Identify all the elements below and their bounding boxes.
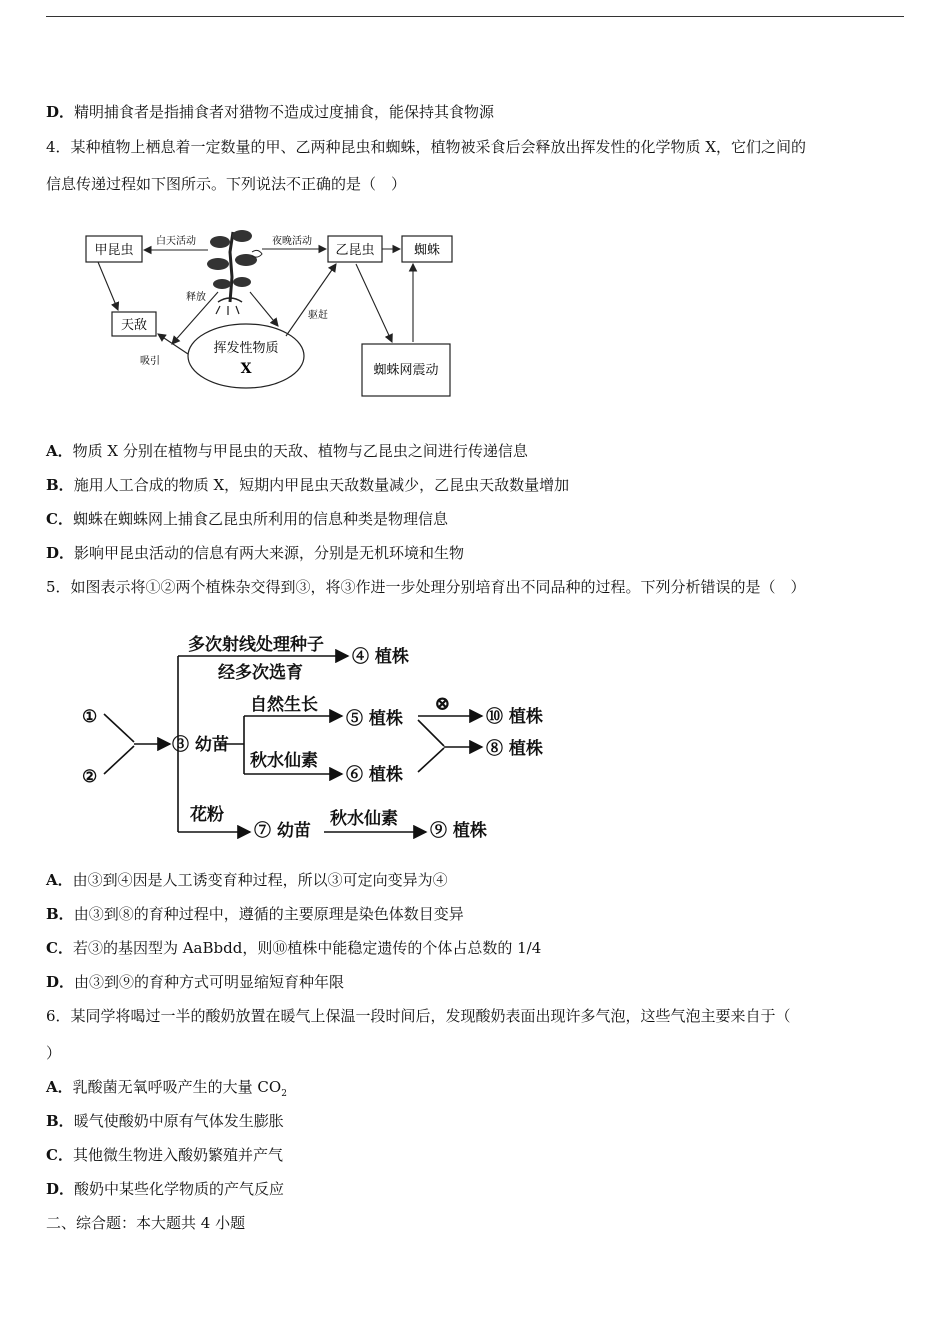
q4-option-a: A．物质 X 分别在植物与甲昆虫的天敌、植物与乙昆虫之间进行传递信息 [46,442,528,460]
label-night: 夜晚活动 [272,236,312,247]
q4-stem-line2: 信息传递过程如下图所示。下列说法不正确的是（ ） [46,175,407,193]
label-volatile-1: 挥发性物质 [213,341,279,356]
label-colchicine: 秋水仙素 [250,751,318,771]
q4-option-c: C．蜘蛛在蜘蛛网上捕食乙昆虫所利用的信息种类是物理信息 [46,510,448,528]
q4-stem-line1: 4．某种植物上栖息着一定数量的甲、乙两种昆虫和蜘蛛，植物被采食后会释放出挥发性的化学物质 X，它们之间的 [46,138,806,156]
header-rule [46,16,904,17]
q3-option-d: D．精明捕食者是指捕食者对猎物不造成过度捕食，能保持其食物源 [46,103,495,121]
node-plant-6: ⑥ 植株 [346,765,403,785]
q5-option-b: B．由③到⑧的育种过程中，遵循的主要原理是染色体数目变异 [46,905,464,923]
q6-option-a: A．乳酸菌无氧呼吸产生的大量 $CO_2$ [46,1078,287,1099]
q6-option-b: B．暖气使酸奶中原有气体发生膨胀 [46,1112,284,1130]
q6-stem-line1: 6．某同学将喝过一半的酸奶放置在暖气上保温一段时间后，发现酸奶表面出现许多气泡，这些气泡主要来自于（ [46,1007,791,1025]
node-2: ② [82,767,98,787]
node-plant-9: ⑨ 植株 [430,821,487,841]
label-radiation-2: 经多次选育 [218,663,303,683]
q6-option-c: C．其他微生物进入酸奶繁殖并产气 [46,1146,283,1164]
label-natural: 自然生长 [250,695,318,715]
label-jia: 甲昆虫 [94,243,134,258]
ellipse-volatile [188,324,304,388]
q5-option-d: D．由③到⑨的育种方式可明显缩短育种年限 [46,973,345,991]
label-expel: 驱赶 [308,310,328,321]
q5-option-a: A．由③到④因是人工诱变育种过程，所以③可定向变异为④ [46,871,448,889]
node-plant-5: ⑤ 植株 [346,709,403,729]
label-attract: 吸引 [140,356,160,367]
q5-stem: 5．如图表示将①②两个植株杂交得到③，将③作进一步处理分别培育出不同品种的过程。下列分析错误的是（ ） [46,578,806,596]
q5-figure [78,628,558,848]
node-plant-8: ⑧ 植株 [486,739,543,759]
q6-stem-line2: ） [46,1044,62,1062]
label-volatile-2: X [240,361,252,377]
label-radiation-1: 多次射线处理种子 [188,635,324,655]
q4-option-b: B．施用人工合成的物质 X，短期内甲昆虫天敌数量减少，乙昆虫天敌数量增加 [46,476,570,494]
label-day: 白天活动 [156,236,196,247]
label-release: 释放 [186,292,206,303]
node-seedling-3: ③ 幼苗 [172,735,229,755]
node-plant-4: ④ 植株 [352,647,409,667]
label-colchicine-2: 秋水仙素 [330,809,398,829]
label-yi: 乙昆虫 [335,243,375,258]
label-pollen: 花粉 [190,805,224,825]
node-seedling-7: ⑦ 幼苗 [254,821,311,841]
q4-figure [80,222,460,402]
cross-symbol: ⊗ [434,691,451,715]
label-spider: 蜘蛛 [413,243,441,258]
q6-option-d: D．酸奶中某些化学物质的产气反应 [46,1180,285,1198]
q4-option-d: D．影响甲昆虫活动的信息有两大来源，分别是无机环境和生物 [46,544,465,562]
section-2-heading: 二、综合题：本大题共 4 小题 [46,1214,246,1232]
plant-illustration [207,230,262,315]
label-enemy: 天敌 [120,318,148,333]
node-plant-10: ⑩ 植株 [486,707,543,727]
q5-option-c: C．若③的基因型为 AaBbdd，则⑩植株中能稳定遗传的个体占总数的 1/4 [46,939,542,957]
label-web: 蜘蛛网震动 [373,363,439,378]
node-1: ① [82,707,98,727]
